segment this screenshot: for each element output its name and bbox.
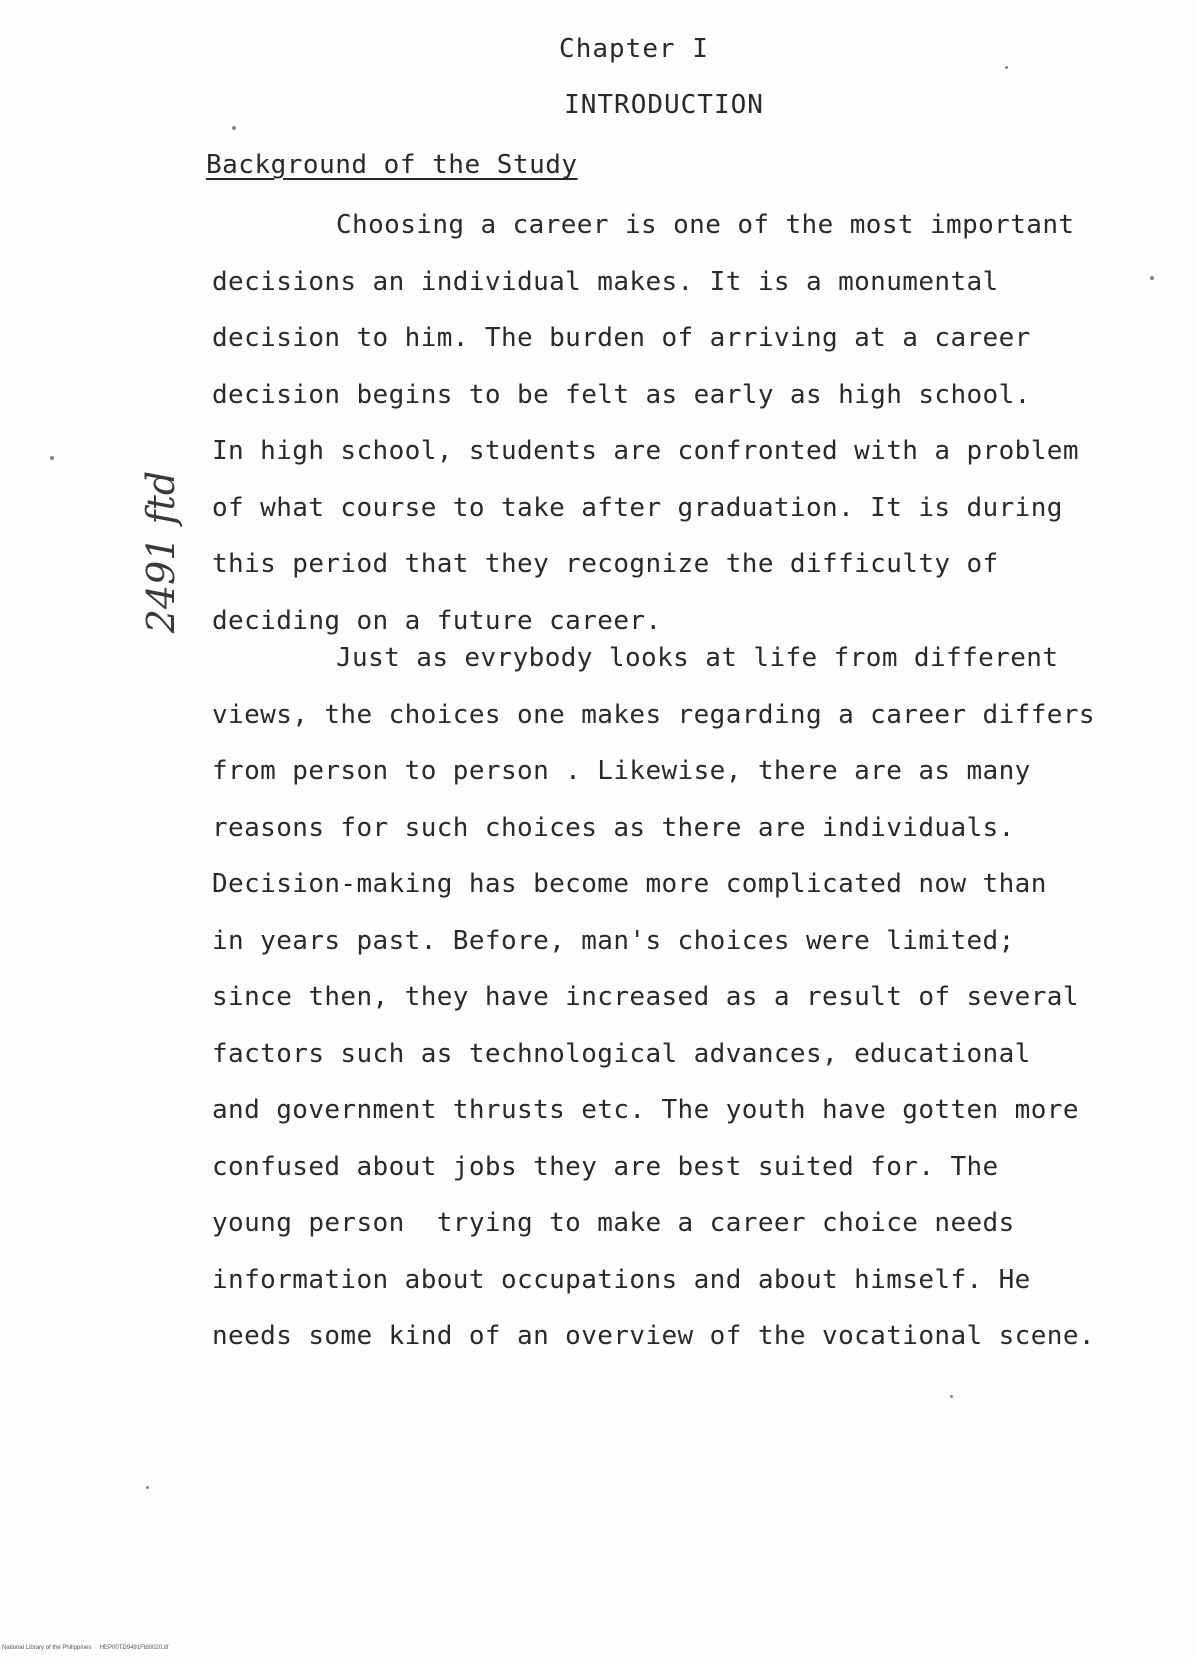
section-heading: Background of the Study bbox=[206, 150, 578, 180]
text-line: and government thrusts etc. The youth have gotten more bbox=[212, 1095, 1079, 1125]
scan-speck bbox=[950, 1395, 953, 1398]
text-line: of what course to take after graduation. It is during bbox=[212, 492, 1063, 523]
text-line: views, the choices one makes regarding a career differs bbox=[212, 699, 1095, 730]
text-line: decision to him. The burden of arriving at a career bbox=[212, 323, 1031, 353]
scan-speck bbox=[50, 456, 54, 460]
text-line: young person trying to make a career choice needs bbox=[212, 1208, 1015, 1238]
footer-stamp: National Library of the Philippines HEP00TD9491Ftd0020.tif bbox=[2, 1645, 169, 1651]
handwritten-margin-note: 2491 ftd bbox=[139, 470, 184, 634]
text-line: in years past. Before, man's choices were limited; bbox=[212, 925, 1015, 956]
text-line: confused about jobs they are best suited for. The bbox=[212, 1151, 999, 1182]
paragraph-2 bbox=[212, 630, 1172, 1365]
scan-speck bbox=[1005, 66, 1008, 69]
text-line: Decision-making has become more complicated now than bbox=[212, 869, 1047, 899]
text-line: information about occupations and about himself. He bbox=[212, 1264, 1031, 1295]
text-line: In high school, students are confronted with a problem bbox=[212, 436, 1079, 466]
scan-speck bbox=[146, 1486, 149, 1489]
text-line: from person to person . Likewise, there are as many bbox=[212, 756, 1031, 786]
scan-speck bbox=[1150, 276, 1154, 280]
text-line: needs some kind of an overview of the vocational scene. bbox=[212, 1321, 1095, 1351]
text-line: Choosing a career is one of the most important bbox=[336, 210, 1075, 240]
paragraph-1 bbox=[212, 197, 1172, 649]
text-line: deciding on a future career. bbox=[212, 605, 662, 636]
text-line: this period that they recognize the difficulty of bbox=[212, 549, 999, 579]
scan-speck bbox=[232, 126, 236, 130]
page-title: INTRODUCTION bbox=[564, 90, 764, 120]
text-line: since then, they have increased as a result of several bbox=[212, 982, 1079, 1012]
text-line: decisions an individual makes. It is a monumental bbox=[212, 266, 999, 297]
chapter-title: Chapter I bbox=[559, 34, 709, 64]
text-line: Just as evrybody looks at life from different bbox=[336, 643, 1059, 673]
text-line: reasons for such choices as there are individuals. bbox=[212, 812, 1015, 843]
text-line: decision begins to be felt as early as high school. bbox=[212, 379, 1031, 410]
text-line: factors such as technological advances, educational bbox=[212, 1038, 1031, 1069]
